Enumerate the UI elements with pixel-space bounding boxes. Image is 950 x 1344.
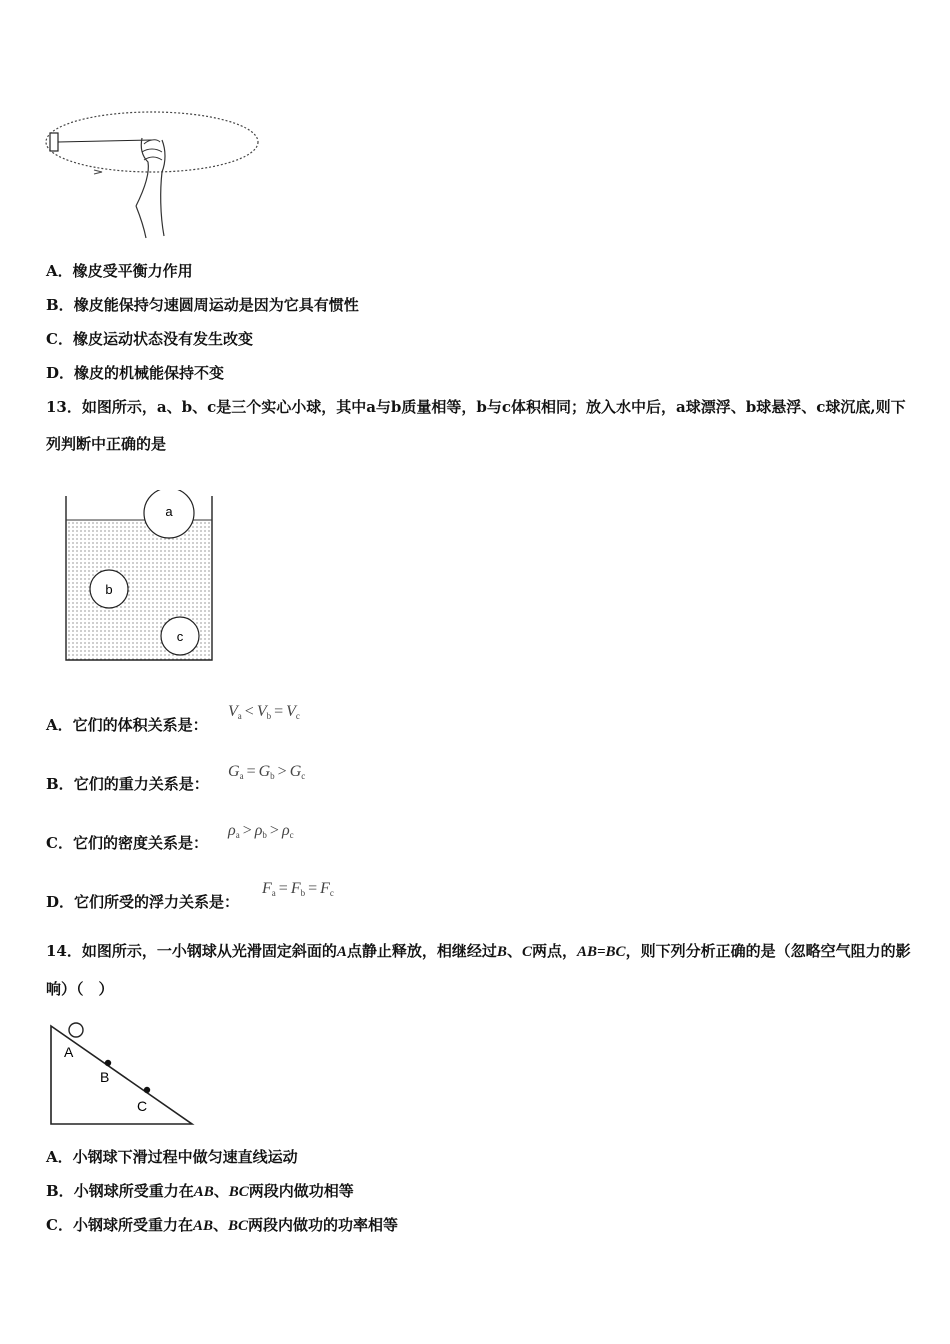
option-text: 橡皮运动状态没有发生改变 xyxy=(72,330,253,348)
option-label: B． xyxy=(46,1182,74,1200)
point-c-label: C xyxy=(137,1098,148,1114)
question-number: 14． xyxy=(46,942,82,960)
gravity-formula: $G_a = G_b > G_c$ xyxy=(228,763,306,781)
option-label: C． xyxy=(46,330,73,348)
option-label: D． xyxy=(46,364,75,382)
buoyancy-formula: $F_a = F_b = F_c$ xyxy=(262,880,334,898)
water-container-figure xyxy=(60,490,220,666)
option-text: 它们的重力关系是： xyxy=(73,775,209,793)
q14-option-b: B．小钢球所受重力在AB、BC两段内做功相等 xyxy=(46,1182,354,1200)
option-label: B． xyxy=(46,775,74,793)
q12-option-c xyxy=(46,329,253,349)
density-formula: $\rho_a > \rho_b > \rho_c$ xyxy=(228,822,294,840)
q14-stem: 14．如图所示，一小钢球从光滑固定斜面的A点静止释放，相继经过B、C两点，AB=BC，则下列分析正确的是（忽略空气阻力的影响）（ ） xyxy=(46,942,911,998)
q13-stem xyxy=(46,389,916,463)
q12-option-d xyxy=(46,363,224,383)
ball-c-label: c xyxy=(176,629,184,644)
question-number: 13． xyxy=(46,398,82,416)
option-label: C． xyxy=(46,1216,73,1234)
eraser-circular-motion-figure xyxy=(44,104,264,244)
option-text: 橡皮能保持匀速圆周运动是因为它具有惯性 xyxy=(73,296,359,314)
option-text: 橡皮受平衡力作用 xyxy=(72,262,193,280)
q12-option-b xyxy=(46,295,359,315)
point-a-label: A xyxy=(64,1044,74,1060)
option-label: A． xyxy=(46,262,73,280)
option-label: D． xyxy=(46,893,75,911)
question-text: 如图所示，a、b、c是三个实心小球，其中a与b质量相等，b与c体积相同；放入水中后，a球漂浮、b球悬浮、c球沉底,则下列判断中正确的是 xyxy=(46,398,906,453)
point-b-label: B xyxy=(100,1069,110,1085)
incline-figure xyxy=(44,1020,200,1128)
q13-option-b xyxy=(46,774,209,794)
volume-formula: $V_a < V_b = V_c$ xyxy=(228,703,300,721)
ball-b-label: b xyxy=(105,582,113,597)
option-label: A． xyxy=(46,716,73,734)
q13-option-d xyxy=(46,892,239,912)
option-label: A． xyxy=(46,1148,73,1166)
q13-option-c xyxy=(46,833,208,853)
option-label: B． xyxy=(46,296,74,314)
option-text: 它们的密度关系是： xyxy=(72,834,208,852)
q14-option-a: A．小钢球下滑过程中做匀速直线运动 xyxy=(46,1148,298,1166)
q13-option-a xyxy=(46,715,208,735)
ball-a-label: a xyxy=(165,504,173,519)
option-text: 橡皮的机械能保持不变 xyxy=(74,364,225,382)
q14-option-c: C．小钢球所受重力在AB、BC两段内做功的功率相等 xyxy=(46,1216,399,1234)
q12-option-a xyxy=(46,261,193,281)
option-text: 它们的体积关系是： xyxy=(72,716,208,734)
option-label: C． xyxy=(46,834,73,852)
option-text: 它们所受的浮力关系是： xyxy=(74,893,240,911)
